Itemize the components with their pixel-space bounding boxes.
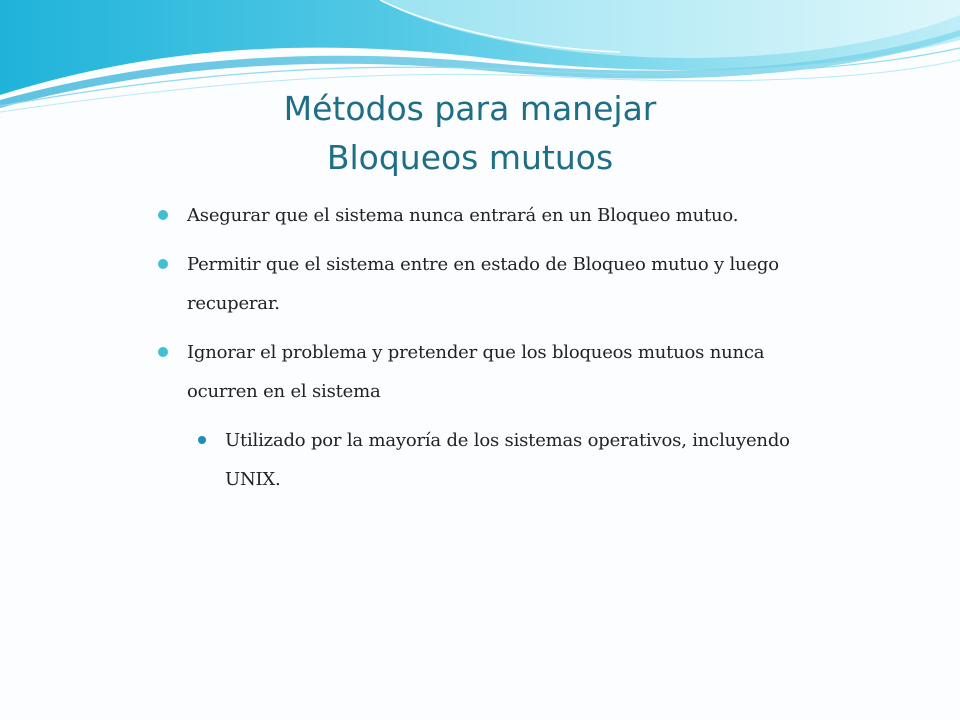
bullet-text-1: Asegurar que el sistema nunca entrará en un Bloqueo mutuo. (187, 205, 739, 226)
title-line-1: Métodos para manejar (283, 89, 657, 128)
bullet-item-3 (155, 333, 835, 411)
bullet-dot-icon (158, 210, 168, 220)
title-line-2: Bloqueos mutuos (326, 138, 614, 177)
bullet-text-2: Permitir que el sistema entre en estado de Bloqueo mutuo y luego recuperar. (187, 254, 779, 314)
bullet-text-3: Ignorar el problema y pretender que los bloqueos mutuos nunca ocurren en el sistema (187, 342, 765, 402)
bullet-dot-icon (158, 347, 168, 357)
sub-bullet-dot-icon (198, 436, 206, 444)
sub-bullet-item-1 (193, 421, 835, 499)
bullet-item-1 (155, 196, 835, 235)
slide-title (190, 84, 750, 182)
bullet-list (155, 196, 835, 509)
sub-bullet-text-1: Utilizado por la mayoría de los sistemas operativos, incluyendo UNIX. (225, 430, 790, 490)
bullet-dot-icon (158, 259, 168, 269)
bullet-item-2 (155, 245, 835, 323)
